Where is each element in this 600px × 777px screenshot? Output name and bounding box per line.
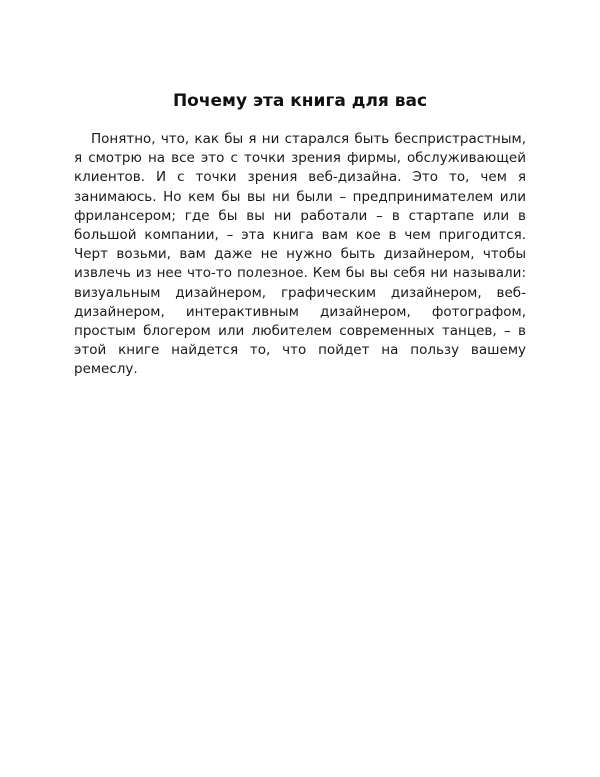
page-title: Почему эта книга для вас (172, 91, 428, 111)
body-paragraph: Понятно, что, как бы я ни старался быть беспристрастным, я смотрю на все это с точки зрения фирмы, обслуживающей клиентов. И с точки зрения веб-дизайна. Это то, чем я занимаюсь. Но кем бы вы ни были – предпринимателем или фрилансером; где бы вы ни работали – в стартапе или в большой компании, – эта книга вам кое в чем пригодится. Черт возьми, вам даже не нужно быть дизайнером, чтобы извлечь из нее что-то полезное. Кем бы вы себя ни называли: визуальным дизайнером, графическим дизайнером, веб-дизайнером, интерактивным дизайнером, фотографом, простым блогером или любителем современных танцев, – в этой книге найдется то, что пойдет на пользу вашему ремеслу. (74, 131, 526, 378)
